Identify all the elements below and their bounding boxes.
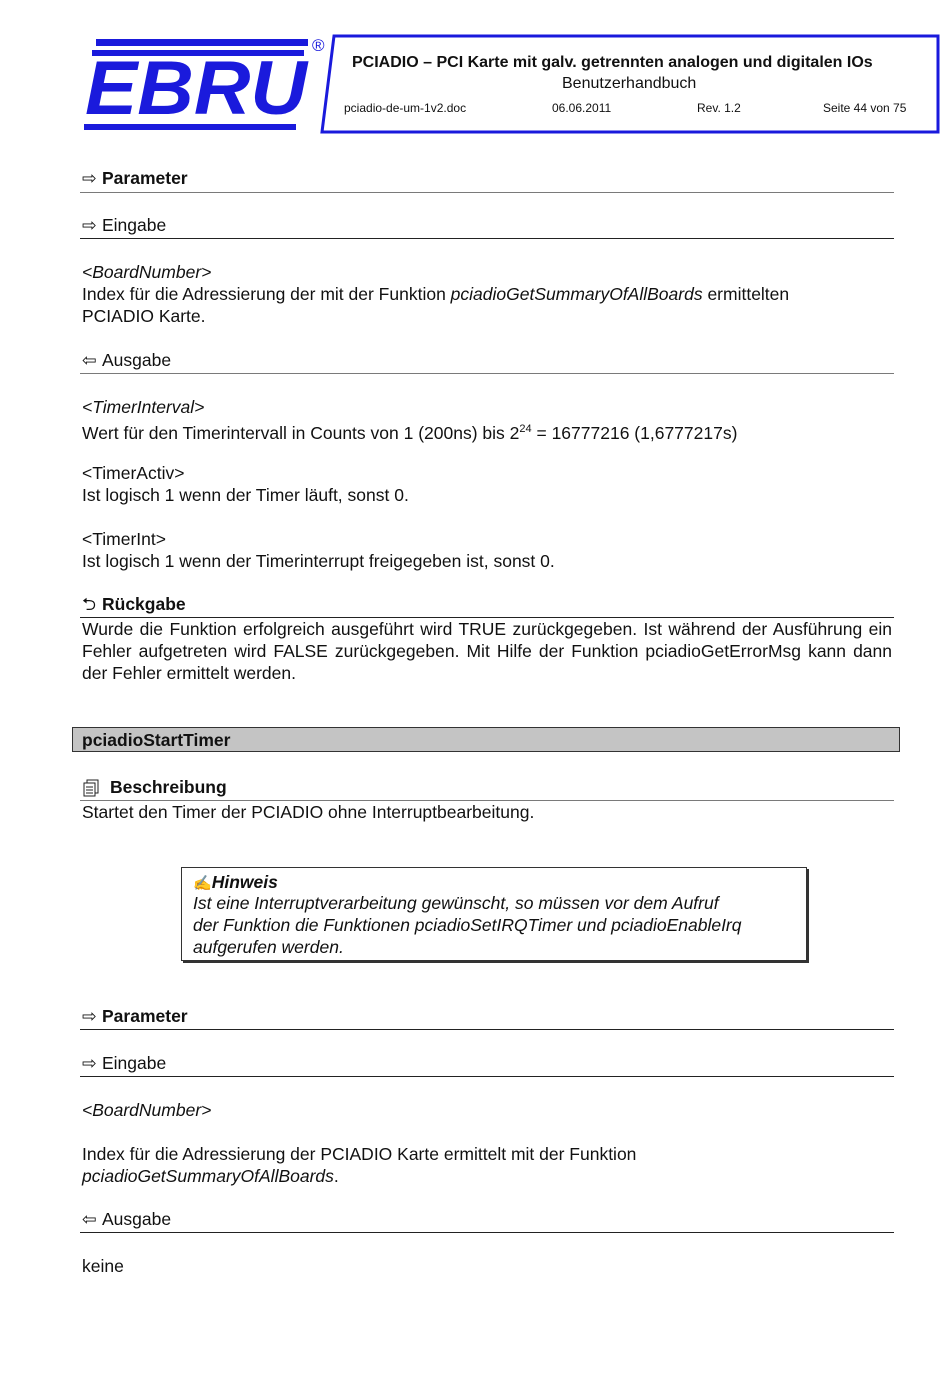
divider — [80, 373, 894, 374]
note-line: aufgerufen werden. — [193, 937, 344, 957]
divider — [80, 1076, 894, 1077]
document-subtitle: Benutzerhandbuch — [562, 75, 697, 92]
note-line: Ist eine Interruptverarbeitung gewünscht, so müssen vor dem Aufruf — [193, 893, 719, 913]
board-number-desc-cont: PCIADIO Karte. — [82, 306, 206, 326]
timer-interval-param: <TimerInterval> — [82, 397, 205, 417]
timer-int-desc: Ist logisch 1 wenn der Timerinterrupt freigegeben ist, sonst 0. — [82, 551, 555, 571]
timer-int-param: <TimerInt> — [82, 529, 166, 549]
divider — [80, 1232, 894, 1233]
input-heading: ⇨ Eingabe — [82, 215, 167, 235]
document-date: 06.06.2011 — [552, 101, 612, 115]
board-number-desc: Index für die Adressierung der PCIADIO Karte ermittelt mit der Funktion — [82, 1144, 637, 1164]
return-desc: Wurde die Funktion erfolgreich ausgeführt wird TRUE zurückgegeben. Ist während der Ausführung ein Fehler aufgetreten wird FALSE zurückgegeben. Mit Hilfe der Funktion pciadioGetErrorMsg kann dann der Fehler ermittelt werden. — [82, 619, 892, 683]
timer-interval-desc: Wert für den Timerintervall in Counts von 1 (200ns) bis $2^{24} = 16777216$ (1,6777217s) — [82, 422, 738, 443]
parameter-heading: ⇨ Parameter — [82, 1006, 188, 1026]
return-arrow-icon: ⮌ — [82, 594, 97, 614]
output-value: keine — [82, 1256, 124, 1276]
board-number-desc-cont: pciadioGetSummaryOfAllBoards. — [82, 1166, 339, 1186]
right-arrow-icon: ⇨ — [82, 1006, 97, 1026]
ebru-logo — [78, 36, 328, 136]
parameter-heading: ⇨ Parameter — [82, 168, 188, 188]
output-heading: ⇦ Ausgabe — [82, 350, 172, 370]
note-title: ✍Hinweis — [193, 872, 278, 892]
registered-mark: ® — [312, 36, 325, 55]
svg-text:EBRU: EBRU — [85, 46, 310, 131]
function-title: pciadioStartTimer — [82, 730, 231, 750]
document-icon — [83, 779, 99, 797]
divider — [80, 238, 894, 239]
board-number-desc: Index für die Adressierung der mit der Funktion pciadioGetSummaryOfAllBoards ermittelten — [82, 284, 790, 304]
board-number-param: <BoardNumber> — [82, 262, 212, 282]
right-arrow-icon: ⇨ — [82, 215, 97, 235]
description-text: Startet den Timer der PCIADIO ohne Interruptbearbeitung. — [82, 802, 535, 822]
return-heading: ⮌ Rückgabe — [82, 594, 186, 614]
output-heading: ⇦ Ausgabe — [82, 1209, 172, 1229]
divider — [80, 192, 894, 193]
writing-hand-icon: ✍ — [193, 875, 212, 892]
right-arrow-icon: ⇨ — [82, 168, 97, 188]
left-arrow-icon: ⇦ — [82, 350, 97, 370]
input-heading: ⇨ Eingabe — [82, 1053, 167, 1073]
revision: Rev. 1.2 — [697, 101, 741, 115]
page-number: Seite 44 von 75 — [823, 101, 907, 115]
left-arrow-icon: ⇦ — [82, 1209, 97, 1229]
document-title: PCIADIO – PCI Karte mit galv. getrennten analogen und digitalen IOs — [352, 54, 873, 71]
timer-activ-desc: Ist logisch 1 wenn der Timer läuft, sonst 0. — [82, 485, 409, 505]
description-heading: Beschreibung — [110, 777, 227, 797]
timer-activ-param: <TimerActiv> — [82, 463, 185, 483]
file-name: pciadio-de-um-1v2.doc — [344, 101, 467, 115]
note-line: der Funktion die Funktionen pciadioSetIRQTimer und pciadioEnableIrq — [193, 915, 742, 935]
right-arrow-icon: ⇨ — [82, 1053, 97, 1073]
divider — [80, 1029, 894, 1030]
board-number-param: <BoardNumber> — [82, 1100, 212, 1120]
